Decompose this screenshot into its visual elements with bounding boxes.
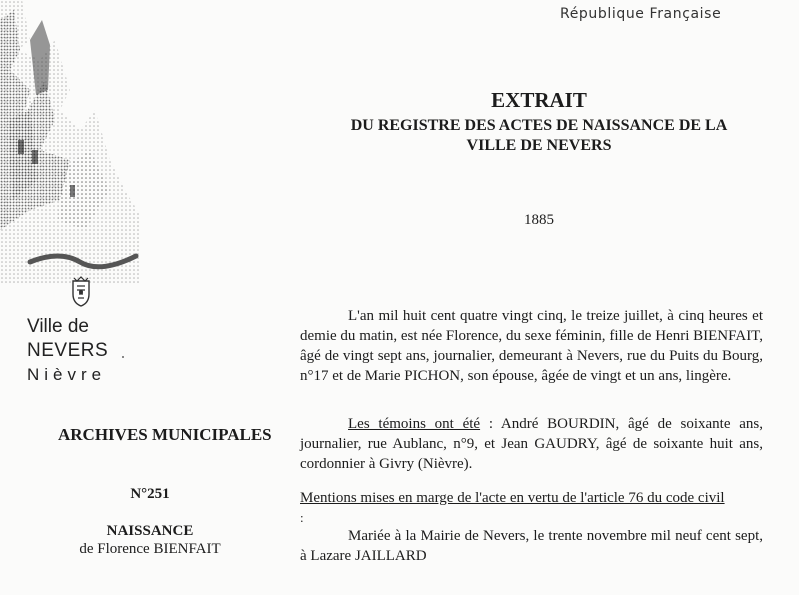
margin-mentions-mark: : xyxy=(300,510,304,525)
document-subtitle xyxy=(300,116,778,156)
margin-mentions-heading: Mentions mises en marge de l'acte en vertu de l'article 76 du code civil xyxy=(300,490,725,506)
republique-francaise-label: République Française xyxy=(560,6,722,22)
cathedral-illustration xyxy=(0,0,140,285)
birth-record-paragraph xyxy=(300,306,763,386)
register-year: 1885 xyxy=(524,212,554,228)
marriage-text: Mariée à la Mairie de Nevers, le trente novembre mil neuf cent sept, à Lazare JAILLARD xyxy=(300,528,763,564)
document-title: EXTRAIT xyxy=(491,88,587,112)
marriage-mention xyxy=(300,526,763,566)
witnesses-label: Les témoins ont été xyxy=(348,416,481,432)
witnesses-text: : André BOURDIN, âgé de soixante ans, journalier, rue Aublanc, n°9, et Jean GAUDRY, âgé de soixante huit ans, cordonnier à Givry (Nièvre). xyxy=(300,416,763,472)
speck-divider xyxy=(122,356,124,358)
witnesses-paragraph xyxy=(300,414,763,474)
record-type: NAISSANCE xyxy=(106,523,194,539)
nevers-coat-of-arms-icon xyxy=(68,276,94,308)
subtitle-line-1: DU REGISTRE DES ACTES DE NAISSANCE DE LA xyxy=(350,117,728,134)
record-number: N°251 xyxy=(130,486,170,502)
record-person: de Florence BIENFAIT xyxy=(79,541,221,557)
department-name: Nièvre xyxy=(27,365,107,384)
city-label: Ville de xyxy=(27,316,89,337)
birth-record-text: L'an mil huit cent quatre vingt cinq, le treize juillet, à cinq heures et demie du matin, est née Florence, du sexe féminin, fille de Henri BIENFAIT, âgé de vingt sept ans, journalier, demeurant à Nevers, rue du Puits du Bourg, n°17 et de Marie PICHON, son épouse, âgée de vingt et un ans, lingère. xyxy=(300,308,763,384)
subtitle-line-2: VILLE DE NEVERS xyxy=(466,137,612,154)
city-name: NEVERS xyxy=(27,340,109,361)
archives-heading: ARCHIVES MUNICIPALES xyxy=(58,425,272,444)
